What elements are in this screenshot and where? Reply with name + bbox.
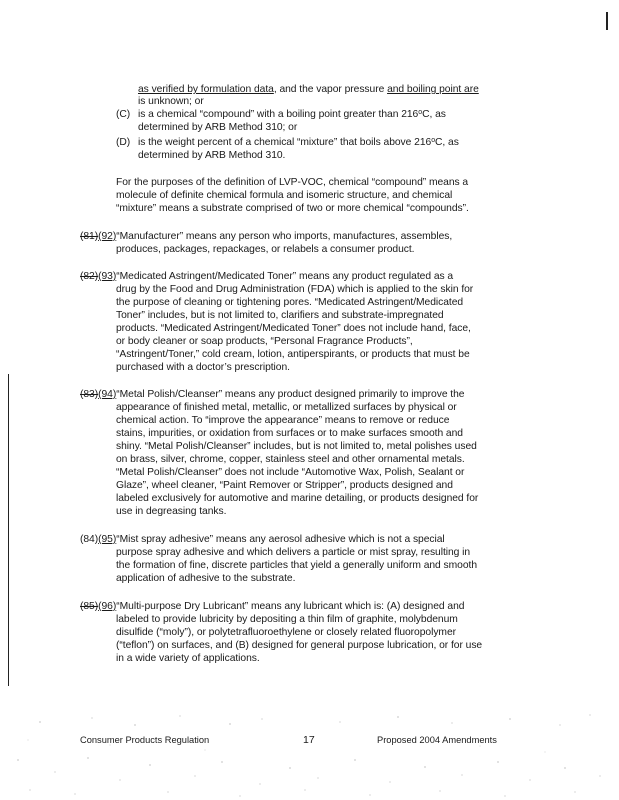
text-run: “Multi-purpose Dry Lubricant” means any lubricant which is: (A) designed and: [116, 601, 465, 612]
definition-93-line-4: Toner” includes, but is not limited to, clarifiers and substrate-impregnated: [116, 310, 444, 321]
new-number: (95): [98, 534, 117, 545]
definition-96-line-5: in a wide variety of applications.: [116, 653, 260, 664]
struck-number: (85): [80, 601, 99, 612]
definition-96-line-2: labeled to provide lubricity by depositing a thin film of graphite, molybdenum: [116, 614, 458, 625]
definition-94-line-1: [80, 388, 464, 401]
item-d-line-2: determined by ARB Method 310.: [138, 150, 286, 161]
new-number: (96): [98, 601, 117, 612]
struck-number: (81): [80, 231, 99, 242]
text-run: “Medicated Astringent/Medicated Toner” means any product regulated as a: [116, 271, 454, 282]
definition-94-line-4: stains, impurities, or oxidation from surfaces or to make surfaces smooth and: [116, 428, 463, 439]
text-run: “Metal Polish/Cleanser” means any product designed primarily to improve the: [116, 389, 465, 400]
lvp-line-1: For the purposes of the definition of LVP-VOC, chemical “compound” means a: [116, 177, 469, 188]
definition-93-line-5: products. “Medicated Astringent/Medicated Toner” does not include hand, face,: [116, 323, 471, 334]
footer-page-number: 17: [303, 734, 315, 746]
lvp-line-2: molecule of definite chemical formula and isomeric structure, and chemical: [116, 190, 453, 201]
definition-92-line-2: produces, packages, repackages, or relabels a consumer product.: [116, 244, 415, 255]
new-number: (92): [98, 231, 117, 242]
definition-94-line-9: labeled exclusively for automotive and marine detailing, or products designed for: [116, 493, 479, 504]
text-run: is a chemical “compound” with a boiling point greater than 216: [138, 109, 419, 120]
definition-96-line-4: (“teflon”) on surfaces, and (B) designed for general purpose lubrication, or for use: [116, 640, 483, 651]
definition-94-line-3: chemical action. To “improve the appearance” means to remove or reduce: [116, 415, 450, 426]
definition-95-line-2: purpose spray adhesive and which delivers a particle or mist spray, resulting in: [116, 547, 471, 558]
definition-93-line-6: or body cleaner or soap products, “Personal Fragrance Products”,: [116, 336, 413, 347]
struck-number: (82): [80, 271, 99, 282]
text-run: is the weight percent of a chemical “mixture” that boils above 216: [138, 137, 432, 148]
text-run: C, as: [435, 137, 459, 148]
underlined-insertion: and boiling point are: [387, 84, 479, 95]
definition-95-line-1: [80, 533, 445, 546]
left-change-bar: [8, 374, 9, 686]
text-run: “Manufacturer” means any person who imports, manufactures, assembles,: [116, 231, 453, 242]
item-c-line-1: [138, 108, 446, 121]
definition-94-line-6: on brass, silver, chrome, copper, stainless steel and other ornamental metals.: [116, 454, 465, 465]
degree-mark: o: [431, 137, 436, 144]
item-c-label: (C): [116, 109, 131, 120]
c1-line-2: is unknown; or: [138, 96, 204, 107]
definition-93-line-1: [80, 270, 453, 283]
degree-mark: o: [418, 109, 423, 116]
underlined-insertion: as verified by formulation data: [138, 84, 274, 95]
scan-noise: [0, 710, 619, 800]
text-run: , and the vapor pressure: [273, 84, 388, 95]
definition-94-line-7: “Metal Polish/Cleanser” does not include “Automotive Wax, Polish, Sealant or: [116, 467, 465, 478]
struck-number: (83): [80, 389, 99, 400]
text-run: C, as: [422, 109, 446, 120]
new-number: (93): [98, 271, 117, 282]
definition-96-line-1: [80, 600, 464, 613]
definition-96-line-3: disulfide (“moly”), or polytetrafluoroethylene or closely related fluoropolymer: [116, 627, 457, 638]
definition-93-line-8: purchased with a doctor’s prescription.: [116, 362, 290, 373]
definition-92-line-1: [80, 230, 452, 243]
footer-left: Consumer Products Regulation: [80, 735, 210, 745]
item-d-line-1: [138, 136, 459, 149]
top-right-change-bar: [606, 12, 608, 30]
definition-93-line-2: drug by the Food and Drug Administration (FDA) which is applied to the skin for: [116, 284, 474, 295]
definition-95-line-3: the formation of fine, discrete particles that yield a generally uniform and smooth: [116, 560, 478, 571]
definition-94-line-10: use in degreasing tanks.: [116, 506, 227, 517]
new-number: (94): [98, 389, 117, 400]
definition-94-line-2: appearance of finished metal, metallic, or metallized surfaces by physical or: [116, 402, 457, 413]
definition-93-line-7: “Astringent/Toner,” cold cream, lotion, antiperspirants, or products that must be: [116, 349, 470, 360]
item-c-line-2: determined by ARB Method 310; or: [138, 122, 298, 133]
text-run: “Mist spray adhesive” means any aerosol adhesive which is not a special: [116, 534, 445, 545]
footer-right: Proposed 2004 Amendments: [377, 735, 497, 745]
definition-94-line-8: Glaze”, wheel cleaner, “Paint Remover or Stripper”, products designed and: [116, 480, 453, 491]
item-d-label: (D): [116, 137, 131, 148]
definition-95-line-4: application of adhesive to the substrate.: [116, 573, 296, 584]
lvp-line-3: “mixture” means a substrate comprised of two or more chemical “compounds”.: [116, 203, 469, 214]
definition-93-line-3: the purpose of cleaning or tightening pores. “Medicated Astringent/Medicated: [116, 297, 464, 308]
old-number: (84): [80, 534, 99, 545]
definition-94-line-5: shiny. “Metal Polish/Cleanser” includes, but is not limited to, metal polishes used: [116, 441, 477, 452]
